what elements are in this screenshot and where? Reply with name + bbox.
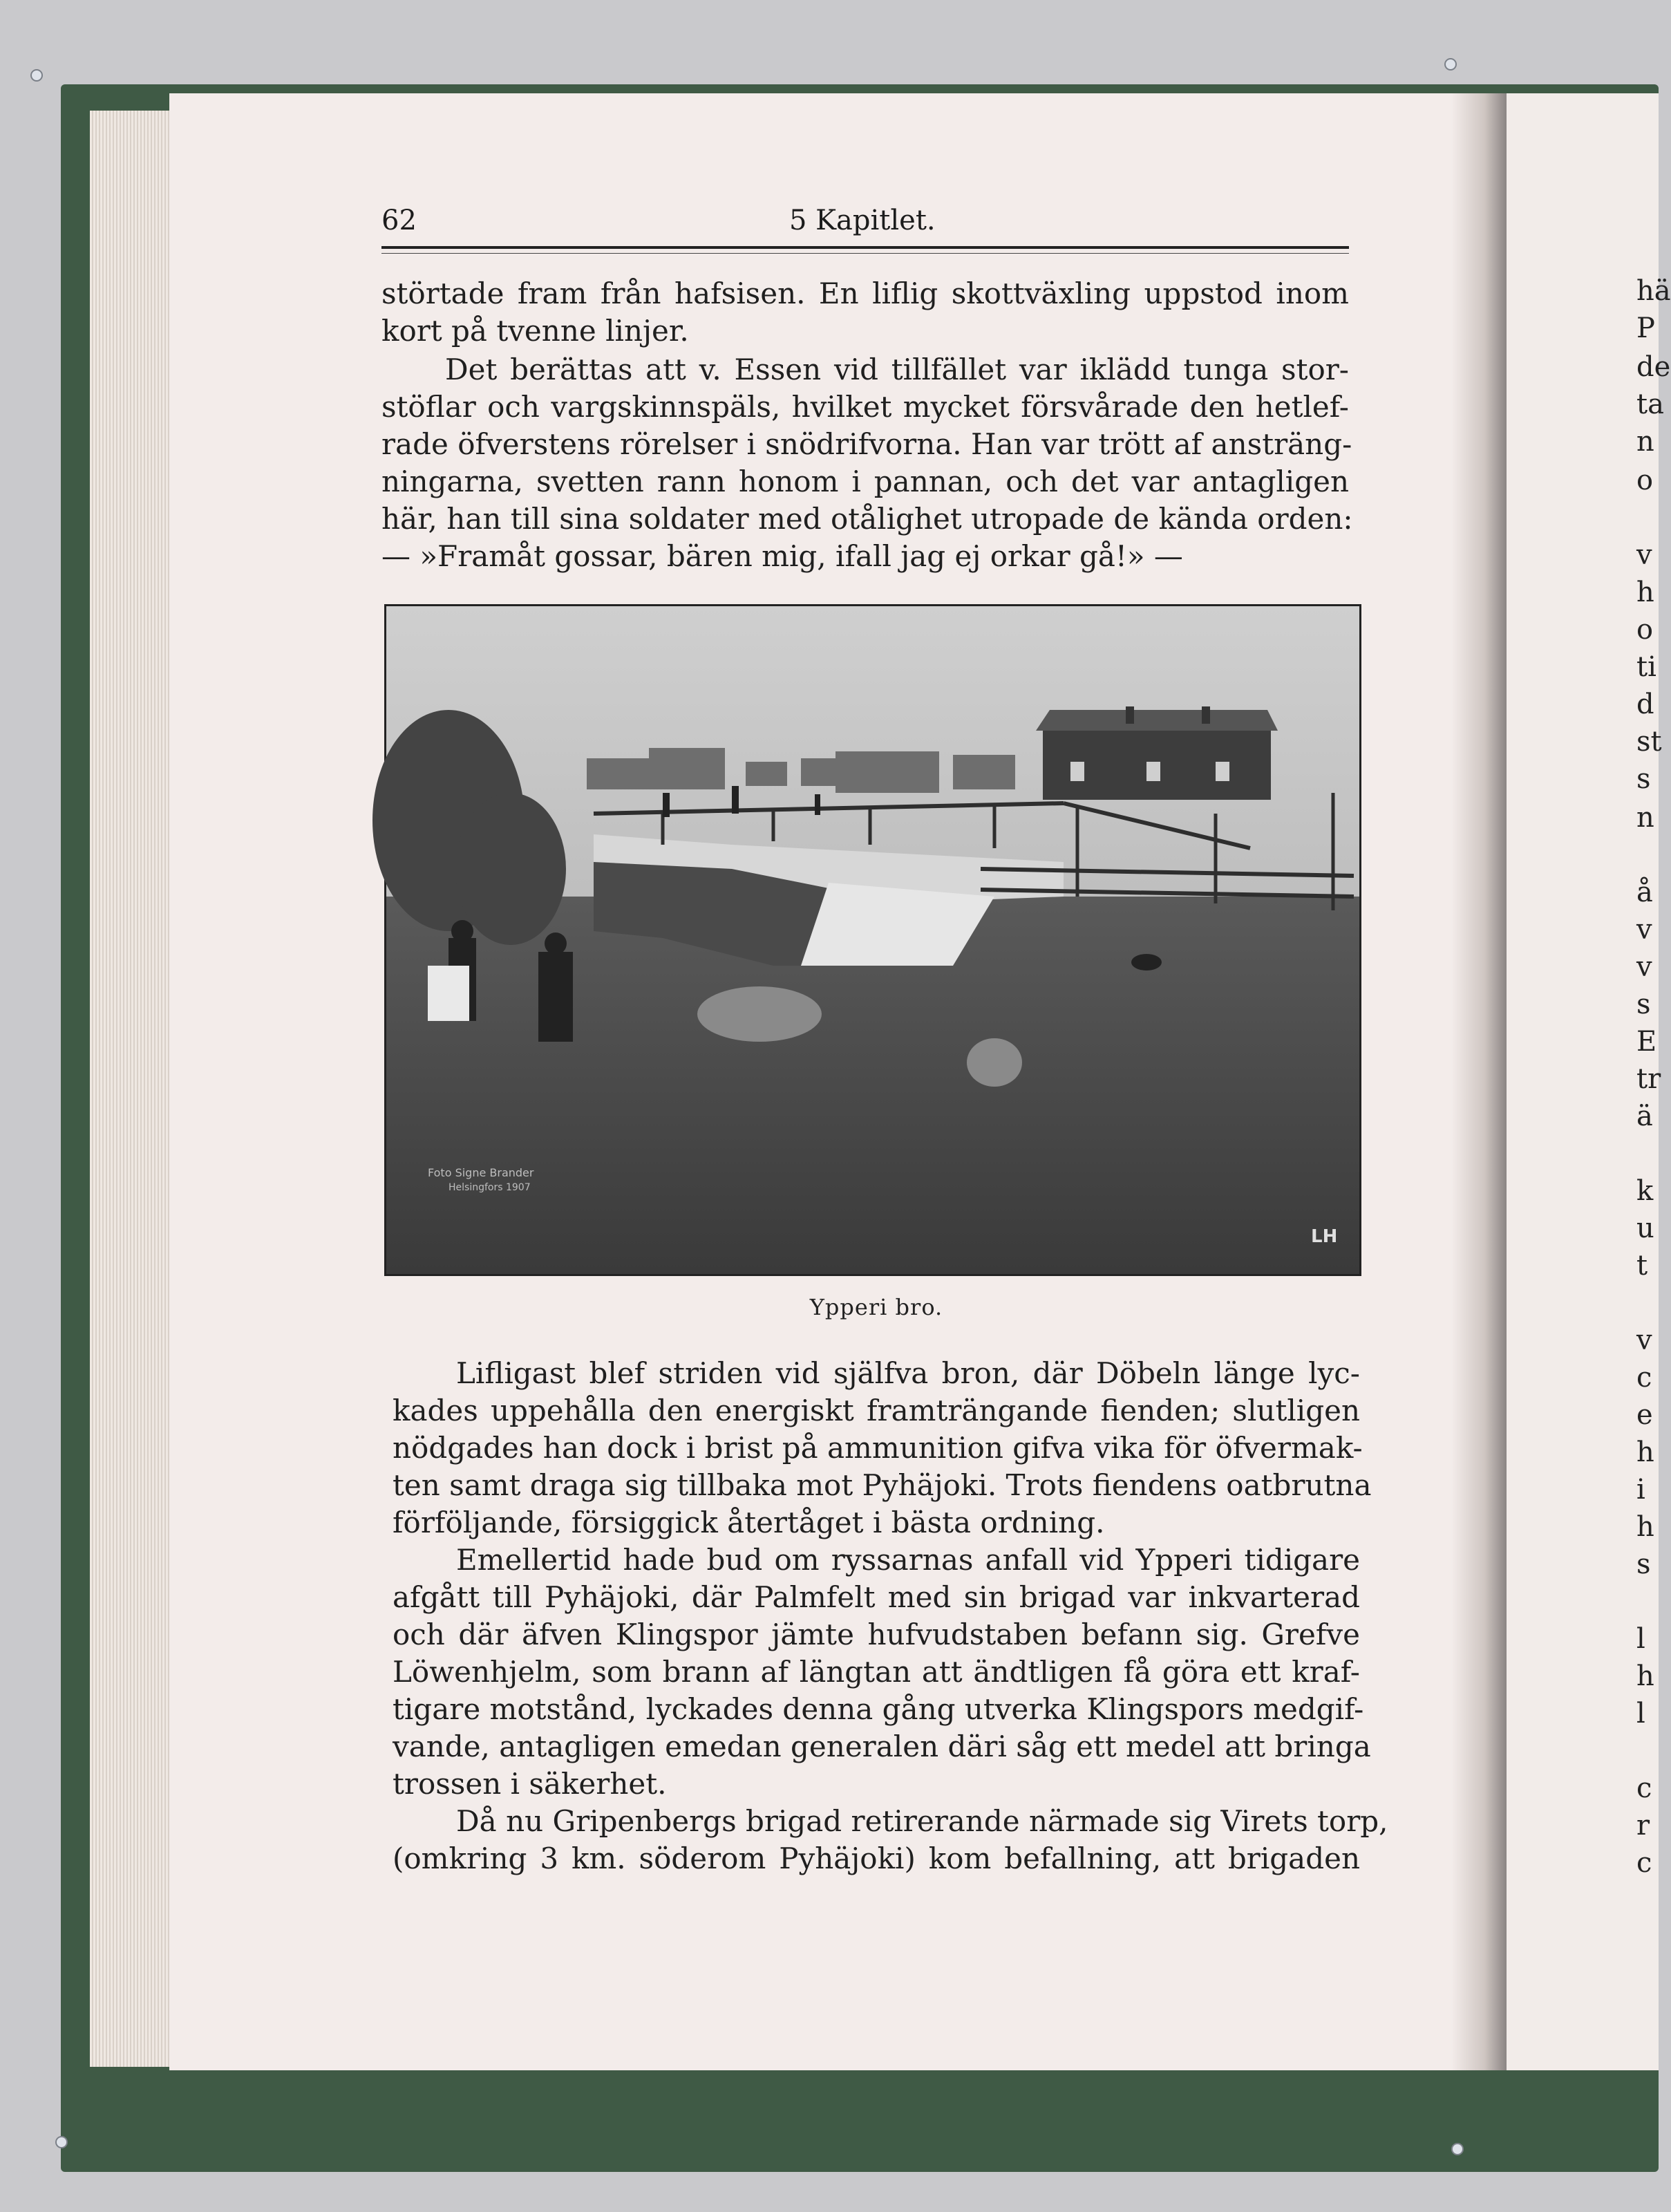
next-page-fragment: s [1636,763,1651,795]
text-line: (omkring 3 km. söderom Pyhäjoki) kom befallning, att brigaden [393,1841,1360,1875]
next-page-fragment: å [1636,877,1653,908]
right-page-edge [1507,93,1659,2070]
next-page-fragment: c [1636,1362,1652,1394]
photo-credit-line-1: Foto Signe Brander [428,1166,534,1179]
text-line: nödgades han dock i brist på ammunition gifva vika för öfvermak- [393,1431,1363,1465]
next-page-fragment: de [1636,351,1671,383]
text-line: stöflar och vargskinnspäls, hvilket mycket försvårade den hetlef- [381,390,1349,424]
paragraph-4 [393,1541,1371,1803]
paragraph-1 [381,275,1349,350]
next-page-fragment: c [1636,1847,1652,1879]
next-page-fragment: o [1636,614,1654,646]
text-line: Det berättas att v. Essen vid tillfället var iklädd tunga stor- [445,353,1349,386]
book-gutter [1451,93,1507,2070]
pin-bottom-left [55,2136,68,2148]
pin-top-left [30,69,43,82]
text-line: kort på tvenne linjer. [381,314,689,348]
text-line: vande, antagligen emedan generalen däri såg ett medel att bringa [393,1730,1371,1763]
text-line: Då nu Gripenbergs brigad retirerande närmade sig Virets torp, [456,1804,1388,1838]
next-page-fragment: t [1636,1250,1648,1282]
next-page-fragment: h [1636,1511,1654,1543]
next-page-fragment: i [1636,1474,1645,1506]
text-line: kades uppehålla den energiskt framträngande fienden; slutligen [393,1394,1360,1427]
next-page-fragment: d [1636,688,1654,720]
next-page-fragment: v [1636,1324,1652,1356]
next-page-fragment: l [1636,1623,1645,1655]
next-page-fragment: h [1636,577,1654,608]
text-line: Lifligast blef striden vid själfva bron, där Döbeln länge lyc- [456,1356,1360,1390]
text-line: Löwenhjelm, som brann af längtan att ändtligen få göra ett kraf- [393,1655,1360,1689]
next-page-fragment: n [1636,802,1654,834]
next-page-fragment: P [1636,312,1655,344]
next-page-fragment: ti [1636,651,1656,683]
next-page-fragment: u [1636,1212,1654,1244]
page-number: 62 [381,205,417,236]
next-page-fragment: k [1636,1175,1654,1207]
text-line: Emellertid hade bud om ryssarnas anfall vid Ypperi tidigare [456,1543,1360,1577]
paragraph-3 [393,1355,1372,1541]
pin-top-right [1444,58,1457,71]
text-line: rade öfverstens rörelser i snödrifvorna. Han var trött af ansträng- [381,427,1352,461]
photo-monogram: LH [1311,1226,1338,1247]
next-page-fragment: h [1636,1660,1654,1692]
header-rule [381,246,1349,254]
page-header [381,205,1349,246]
next-page-fragment: e [1636,1399,1653,1431]
next-page-fragment: h [1636,1436,1654,1468]
next-page-fragment: s [1636,988,1651,1020]
next-page-fragment: v [1636,914,1652,946]
photo-illustration [386,606,1359,1274]
next-page-fragment: n [1636,426,1654,458]
text-line: ningarna, svetten rann honom i pannan, och det var antagligen [381,465,1349,498]
text-line: och där äfven Klingspor jämte hufvudstaben befann sig. Grefve [393,1618,1360,1651]
figure-caption: Ypperi bro. [809,1294,943,1320]
next-page-fragment: o [1636,465,1654,496]
next-page-fragment: c [1636,1772,1652,1804]
text-line: — »Framåt gossar, bären mig, ifall jag ej orkar gå!» — [381,539,1183,573]
next-page-fragment: E [1636,1026,1657,1058]
next-page-fragment: v [1636,951,1652,983]
text-line: störtade fram från hafsisen. En liflig skottväxling uppstod inom [381,276,1349,310]
text-line: trossen i säkerhet. [393,1767,667,1801]
next-page-fragment: tr [1636,1063,1661,1095]
text-line: ten samt draga sig tillbaka mot Pyhäjoki. Trots fiendens oatbrutna [393,1468,1372,1502]
next-page-fragment: s [1636,1548,1651,1580]
page-edges [90,111,173,2067]
text-line: här, han till sina soldater med otålighet utropade de kända orden: [381,502,1353,536]
photo-credit-line-2: Helsingfors 1907 [449,1182,531,1193]
text-line: förföljande, försiggick återtåget i bästa ordning. [393,1506,1105,1539]
next-page-fragment: v [1636,539,1652,571]
text-line: afgått till Pyhäjoki, där Palmfelt med sin brigad var inkvarterad [393,1580,1360,1614]
chapter-title: 5 Kapitlet. [789,205,936,236]
next-page-fragment: r [1636,1810,1650,1841]
bridge-photograph [384,604,1361,1276]
text-line: tigare motstånd, lyckades denna gång utverka Klingspors medgif- [393,1692,1364,1726]
next-page-fragment: l [1636,1698,1645,1730]
paragraph-5 [393,1803,1388,1877]
next-page-fragment: hä [1636,275,1671,307]
pin-bottom-right [1451,2143,1464,2155]
next-page-fragment: st [1636,726,1662,758]
next-page-fragment: ta [1636,388,1664,420]
next-page-fragment: ä [1636,1100,1653,1132]
paragraph-2 [381,351,1353,575]
